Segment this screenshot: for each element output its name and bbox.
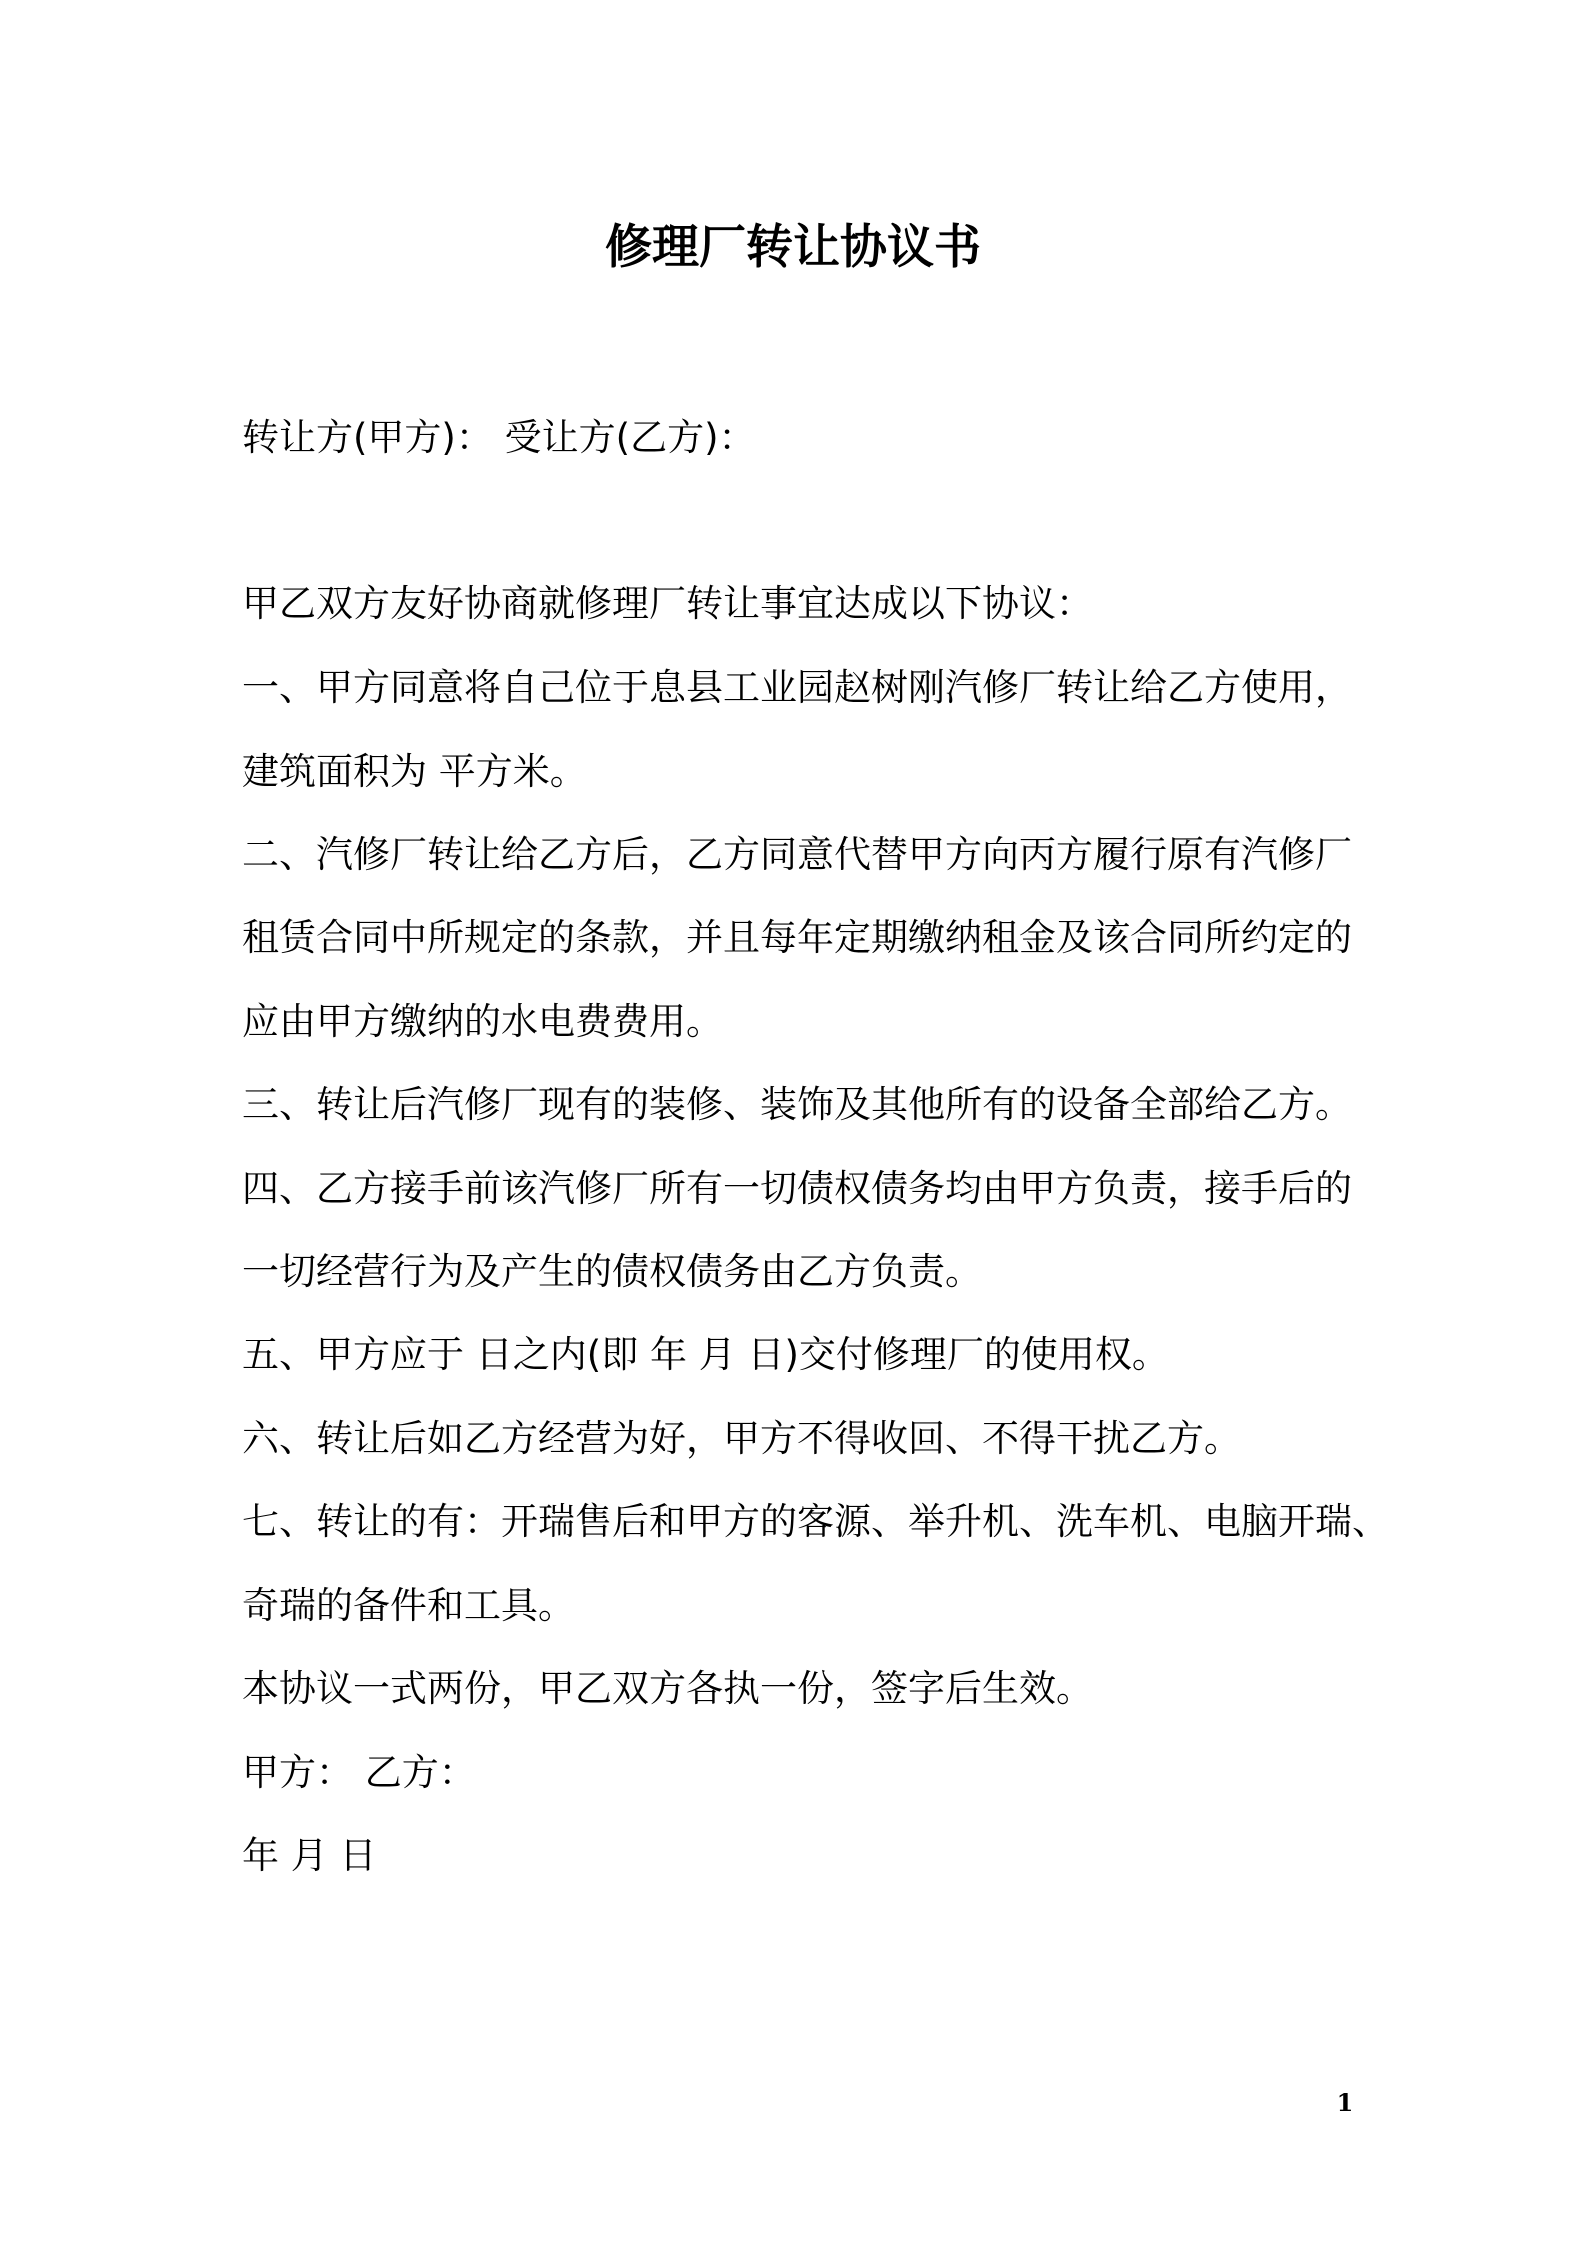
document-title: 修理厂转让协议书 [605,220,981,275]
page-number: 1 [1336,2088,1354,2117]
clause-line: 一切经营行为及产生的债权债务由乙方负责。 [242,1250,982,1293]
clause-line: 三、转让后汽修厂现有的装修、装饰及其他所有的设备全部给乙方。 [242,1083,1352,1126]
clause-line: 一、甲方同意将自己位于息县工业园赵树刚汽修厂转让给乙方使用， [242,666,1352,709]
clause-line: 六、转让后如乙方经营为好，甲方不得收回、不得干扰乙方。 [242,1417,1241,1460]
intro-paragraph: 甲乙双方友好协商就修理厂转让事宜达成以下协议： [242,582,1093,625]
clause-line: 建筑面积为 平方米。 [242,750,587,793]
clause-line: 应由甲方缴纳的水电费费用。 [242,1000,723,1043]
date-line: 年 月 日 [242,1834,377,1877]
parties-line: 转让方(甲方)： 受让方(乙方)： [242,416,756,459]
clause-line: 四、乙方接手前该汽修厂所有一切债权债务均由甲方负责，接手后的 [242,1167,1352,1210]
clause-line: 奇瑞的备件和工具。 [242,1584,575,1627]
closing-paragraph: 本协议一式两份，甲乙双方各执一份，签字后生效。 [242,1667,1093,1710]
clause-line: 五、甲方应于 日之内(即 年 月 日)交付修理厂的使用权。 [242,1333,1169,1376]
clause-line: 七、转让的有：开瑞售后和甲方的客源、举升机、洗车机、电脑开瑞、 [242,1500,1389,1543]
clause-line: 二、汽修厂转让给乙方后，乙方同意代替甲方向丙方履行原有汽修厂 [242,833,1352,876]
signature-line: 甲方： 乙方： [242,1751,476,1794]
clause-line: 租赁合同中所规定的条款，并且每年定期缴纳租金及该合同所约定的 [242,916,1352,959]
